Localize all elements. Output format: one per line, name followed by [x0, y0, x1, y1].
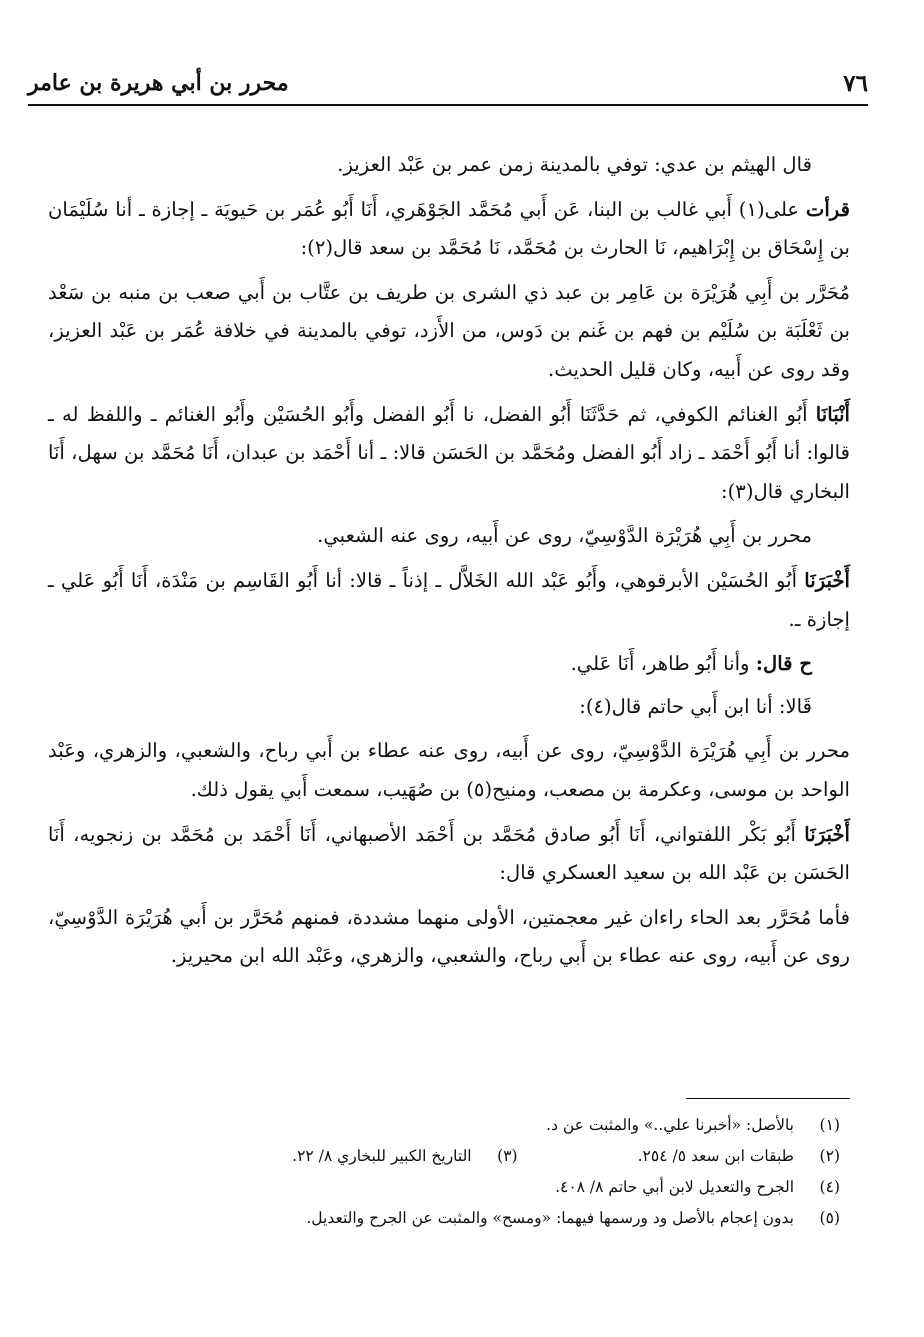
main-text	[48, 146, 850, 982]
paragraph-text: مُحَرَّر بن أَبِي هُرَيْرَة بن عَامِر بن عبد ذي الشرى بن طريف بن عتَّاب بن أَبي صعب بن منبه بن سَعْد بن ثَعْلَبَة بن سُلَيْم بن فهم بن غَنم بن دَوس، من الأَزد، توفي بالمدينة في خلافة عُمَر بن عَبْد العزيز، وقد روى عن أَبيه، وكان قليل الحديث.	[48, 280, 850, 381]
footnote-text: التاريخ الكبير للبخاري ٨/ ٢٢.	[292, 1147, 472, 1165]
paragraph	[48, 517, 850, 556]
paragraph	[48, 274, 850, 390]
paragraph-text: فأما مُحَرَّر بعد الحاء راءان غير معجمتين، الأولى منهما مشددة، فمنهم مُحَرَّر بن أَبي هُرَيْرَة الدَّوْسِيّ، روى عن أَبيه، روى عنه عطاء بن أَبي رباح، والشعبي، والزهري، وعَبْد الله ابن محيريز.	[48, 905, 850, 968]
footnote-text: بالأصل: «أخبرنا علي..» والمثبت عن د.	[546, 1116, 794, 1134]
footnote-3	[292, 1141, 517, 1172]
footnote-number: (١)	[819, 1116, 840, 1134]
page-number: ٧٦	[843, 70, 868, 97]
paragraph-text: محرر بن أَبِي هُرَيْرَة الدَّوْسِيّ، روى عن أَبيه، روى عنه عطاء بن أَبي رباح، والشعبي، والزهري، وعَبْد الواحد بن موسى، وعكرمة بن مصعب، ومنيح(٥) بن صُهَيب، سمعت أَبي يقول ذلك.	[48, 739, 850, 801]
footnote-text: بدون إعجام بالأصل ود ورسمها فيهما: «ومسح» والمثبت عن الجرح والتعديل.	[306, 1209, 794, 1227]
keyword: ح قال:	[755, 652, 812, 676]
paragraph	[48, 562, 850, 639]
page-header	[28, 66, 868, 100]
paragraph	[48, 732, 850, 809]
footnote-2	[638, 1141, 840, 1172]
footnote-5	[48, 1203, 840, 1234]
footnote-text: الجرح والتعديل لابن أبي حاتم ٨/ ٤٠٨.	[555, 1178, 794, 1196]
paragraph-text: محرر بن أَبِي هُرَيْرَة الدَّوْسِيّ، روى عن أَبيه، روى عنه الشعبي.	[317, 524, 812, 548]
footnote-number: (٥)	[819, 1209, 840, 1227]
footnote-number: (٤)	[819, 1178, 840, 1196]
paragraph-text: على(١) أَبي غالب بن البنا، عَن أَبي مُحَمَّد الجَوْهَري، أَنَا أَبُو عُمَر بن حَيويَة ـ إجازة ـ أنا سُلَيْمَان بن إِسْحَاق بن إِبْرَاهيم، نَا الحارث بن مُحَمَّد، نَا مُحَمَّد بن سعد قال(٢):	[48, 197, 850, 260]
paragraph	[48, 146, 850, 185]
paragraph-text: أَبُو الحُسَيْن الأبرقوهي، وأَبُو عَبْد الله الخَلاَّل ـ إذناً ـ قالا: أنا أَبُو القَاسِم بن مَنْدَة، أَنَا أَبُو عَلي ـ إجازة ـ.	[48, 568, 850, 631]
running-title: محرر بن أبي هريرة بن عامر	[28, 70, 289, 96]
header-rule	[28, 104, 868, 106]
footnote-row	[48, 1141, 840, 1172]
footnote-1	[48, 1110, 840, 1141]
paragraph	[48, 816, 850, 893]
keyword: أَنْبَانَا	[815, 402, 850, 426]
paragraph-text: قال الهيثم بن عدي: توفي بالمدينة زمن عمر بن عَبْد العزيز.	[337, 153, 812, 176]
footnote-separator	[686, 1098, 850, 1099]
footnote-number: (٢)	[819, 1147, 840, 1165]
paragraph-text: أَبُو بَكْر اللفتواني، أَنَا أَبُو صادق مُحَمَّد بن أَحْمَد الأصبهاني، أَنَا أَحْمَد بن مُحَمَّد بن زنجويه، أَنَا الحَسَن بن عَبْد الله بن سعيد العسكري قال:	[48, 822, 850, 885]
paragraph	[48, 899, 850, 976]
paragraph-text: قَالا: أنا ابن أَبي حاتم قال(٤):	[579, 694, 812, 718]
footnotes	[48, 1110, 840, 1234]
keyword: أَخْبَرَنَا	[804, 568, 850, 592]
paragraph	[48, 396, 850, 512]
footnote-4	[48, 1172, 840, 1203]
keyword: قرأت	[805, 197, 850, 221]
footnote-text: طبقات ابن سعد ٥/ ٢٥٤.	[637, 1147, 794, 1165]
paragraph-text: وأنا أَبُو طاهر، أَنَا عَلي.	[570, 652, 756, 676]
paragraph	[48, 645, 850, 684]
footnote-number: (٣)	[497, 1147, 518, 1165]
paragraph-text: أَبُو الغنائم الكوفي، ثم حَدَّثَنَا أَبُو الفضل، نا أَبُو الفضل وأَبُو الحُسَيْن وأَبُو الغنائم ـ واللفظ له ـ قالوا: أنا أَبُو أَحْمَد ـ زاد أَبُو الفضل ومُحَمَّد بن الحَسَن قالا: ـ أنا أَحْمَد بن عبدان، أَنَا مُحَمَّد بن سهل، أَنَا البخاري قال(٣):	[48, 402, 850, 503]
paragraph	[48, 688, 850, 727]
keyword: أَخْبَرَنَا	[804, 822, 850, 846]
paragraph	[48, 191, 850, 268]
